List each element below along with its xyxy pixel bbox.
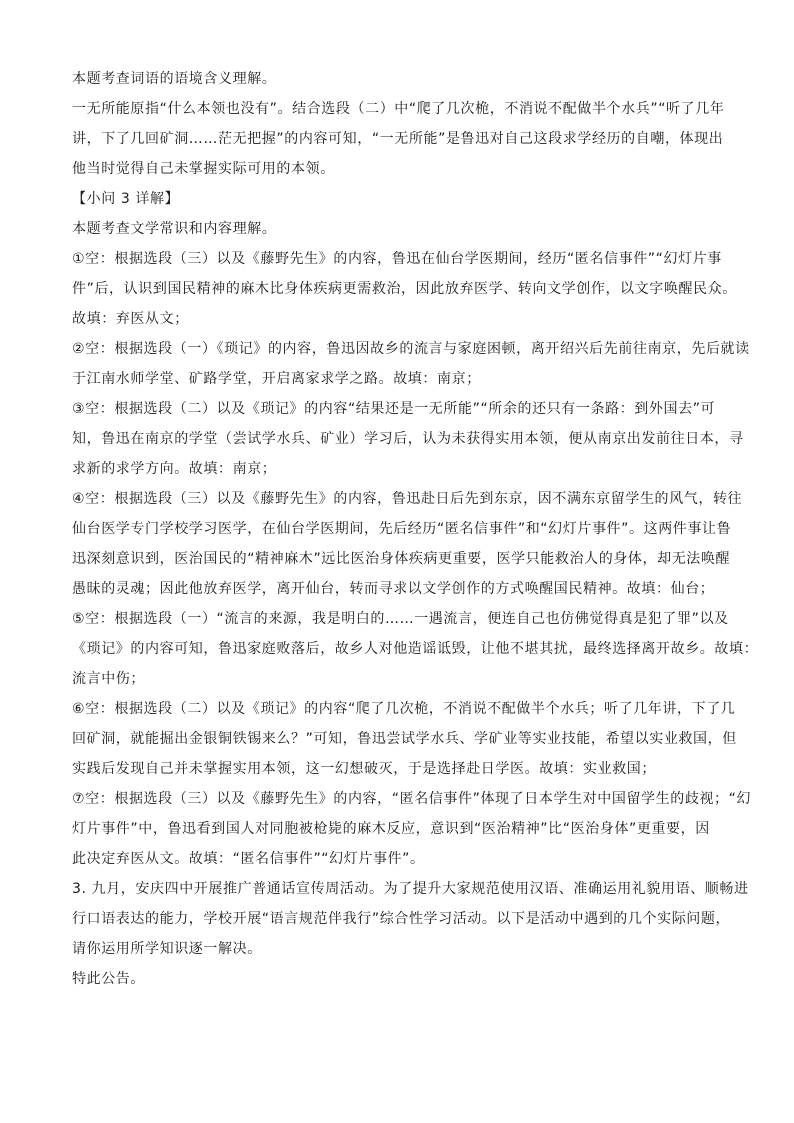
text-line: 讲，下了几回矿洞……茫无把握”的内容可知，“一无所能”是鲁迅对自己这段求学经历的自嘲，体现出 [72,131,724,147]
text-line: 他当时觉得自己未掌握实际可用的本领。 [72,161,335,177]
text-line: 本题考查词语的语境含义理解。 [72,71,277,87]
question-text: 行口语表达的能力，学校开展“语言规范伴我行”综合性学习活动。以下是活动中遇到的几个实际问题， [72,911,731,927]
text-line: ⑦空：根据选段（三）以及《藤野先生》的内容，“匿名信事件”体现了日本学生对中国留学生的歧视；“幻 [72,791,752,807]
text-line: 实践后发现自己并未掌握实用本领，这一幻想破灭，于是选择赴日学医。故填：实业救国； [72,761,656,777]
section-heading: 【小问 3 详解】 [72,191,180,207]
text-line: 迅深刻意识到，医治国民的“精神麻木”远比医治身体疾病更重要，医学只能救治人的身体，却无法唤醒 [72,551,731,567]
text-line: 流言中伤； [72,671,145,687]
text-line: ③空：根据选段（二）以及《琐记》的内容“结果还是一无所能”“所余的还只有一条路：到外国去”可 [72,401,716,417]
text-line: ⑤空：根据选段（一）“流言的来源，我是明白的……一遇流言，便连自己也仿佛觉得真是犯了罪”以及 [72,611,729,627]
text-line: 于江南水师学堂、矿路学堂，开启离家求学之路。故填：南京； [72,371,481,387]
text-line: ⑥空：根据选段（二）以及《琐记》的内容“爬了几次桅，不消说不配做半个水兵；听了几年讲，下了几 [72,701,736,717]
text-line: 《琐记》的内容可知，鲁迅家庭败落后，故乡人对他造谣诋毁，让他不堪其扰，最终选择离开故乡。故填： [72,641,759,657]
text-line: 求新的求学方向。故填：南京； [72,461,277,477]
closing-line: 特此公告。 [72,971,145,987]
question-text: 3. 九月，安庆四中开展推广普通话宣传周活动。为了提升大家规范使用汉语、准确运用礼貌用语、顺畅进 [72,881,749,897]
text-line: ②空：根据选段（一）《琐记》的内容，鲁迅因故乡的流言与家庭困顿，离开绍兴后先前往南京，先后就读 [72,341,750,357]
text-line: 仙台医学专门学校学习医学，在仙台学医期间，先后经历“匿名信事件”和“幻灯片事件”。这两件事让鲁 [72,521,732,537]
text-line: 愚昧的灵魂；因此他放弃医学，离开仙台，转而寻求以文学创作的方式唤醒国民精神。故填：仙台； [72,581,715,597]
text-line: 灯片事件”中，鲁迅看到国人对同胞被枪毙的麻木反应，意识到“医治精神”比“医治身体”更重要，因 [72,821,710,837]
text-line: 此决定弃医从文。故填：“匿名信事件”“幻灯片事件”。 [72,851,425,867]
question-text: 请你运用所学知识逐一解决。 [72,941,262,957]
document-page [72,64,759,994]
text-line: ①空：根据选段（三）以及《藤野先生》的内容，鲁迅在仙台学医期间，经历“匿名信事件”“幻灯片事 [72,251,722,267]
text-line: 知，鲁迅在南京的学堂（尝试学水兵、矿业）学习后，认为未获得实用本领，便从南京出发前往日本，寻 [72,431,744,447]
text-line: 故填：弃医从文； [72,311,189,327]
text-line: 回矿洞，就能掘出金银铜铁锡来么？”可知，鲁迅尝试学水兵、学矿业等实业技能，希望以实业救国，但 [72,731,737,747]
text-line: ④空：根据选段（三）以及《藤野先生》的内容，鲁迅赴日后先到东京，因不满东京留学生的风气，转往 [72,491,743,507]
text-line: 本题考查文学常识和内容理解。 [72,221,277,237]
text-line: 一无所能原指“什么本领也没有”。结合选段（二）中“爬了几次桅，不消说不配做半个水兵”“听了几年 [72,101,725,117]
text-line: 件”后，认识到国民精神的麻木比身体疾病更需救治，因此放弃医学、转向文学创作，以文字唤醒民众。 [72,281,737,297]
